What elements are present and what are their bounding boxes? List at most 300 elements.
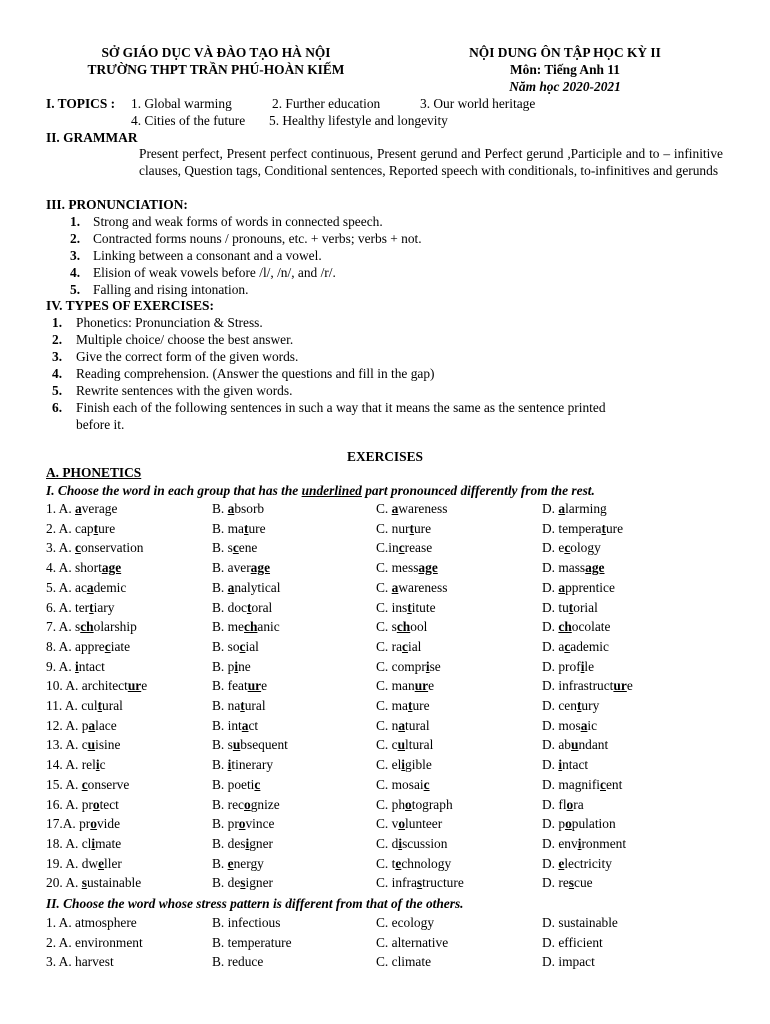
underlined-part: i	[580, 658, 585, 674]
option-text-post: ronment	[581, 835, 627, 851]
option-text-pre: C. s	[376, 619, 397, 635]
option-c	[376, 873, 464, 892]
underlined-part: a	[398, 717, 406, 733]
option-text-pre: D. a	[542, 638, 565, 654]
underlined-part: u	[571, 737, 579, 753]
underlined-part: a	[88, 717, 96, 733]
underlined-part: ur	[414, 678, 429, 694]
option-text-pre: 5. A. ac	[46, 579, 87, 595]
option-text-pre: 3. A.	[46, 540, 76, 556]
option-d	[542, 716, 597, 735]
option-text-pre: B. aver	[212, 560, 251, 576]
option-text-post: ntact	[562, 757, 589, 773]
underlined-part: t	[601, 520, 606, 536]
option-text-pre: D. infrastruct	[542, 678, 614, 694]
option-text-post: nergy	[233, 855, 264, 871]
option-text-post: gnize	[250, 796, 280, 812]
option-b	[212, 657, 251, 676]
option-b	[212, 795, 280, 814]
underlined-part: age	[101, 560, 122, 576]
option-text-pre: C. t	[376, 855, 396, 871]
option-text-pre: 4. A. short	[46, 560, 102, 576]
document-title: NỘI DUNG ÔN TẬP HỌC KỲ II	[469, 45, 661, 60]
underlined-part: o	[565, 816, 572, 832]
topic-item: 3. Our world heritage	[420, 96, 536, 111]
option-text-post: ndant	[578, 737, 609, 753]
option-c	[376, 617, 427, 636]
option-a	[46, 578, 126, 597]
underlined-part: s	[240, 875, 246, 891]
option-text-pre: D. e	[542, 540, 565, 556]
underlined-part: o	[405, 796, 412, 812]
option-text-pre: D. tu	[542, 599, 569, 615]
option-text-pre: 2. A. cap	[46, 520, 94, 536]
option-text-post: chnology	[401, 855, 452, 871]
option-text-post: ology	[570, 540, 601, 556]
option-b	[212, 735, 288, 754]
underlined-part: t	[244, 520, 249, 536]
option-text-pre: B. int	[212, 717, 242, 733]
option-a	[46, 814, 120, 833]
underlined-part: a	[75, 501, 82, 516]
option-a	[46, 558, 121, 577]
option-a	[46, 637, 130, 656]
pronunciation-item-number: 2.	[70, 231, 81, 246]
option-text-post: tograph	[411, 796, 453, 812]
option-a	[46, 755, 106, 774]
option-d: D. impact	[542, 954, 595, 970]
pronunciation-item-text: Falling and rising intonation.	[93, 282, 249, 297]
option-text-post: e	[141, 678, 148, 694]
option-d	[542, 578, 615, 597]
option-b	[212, 578, 280, 597]
option-text-pre: C. ph	[376, 796, 406, 812]
exercise-types-label: IV. TYPES OF EXERCISES:	[46, 298, 214, 313]
option-text-pre: 11. A. cul	[46, 698, 98, 713]
option-text-pre: C. mess	[376, 560, 419, 576]
underlined-part: ur	[247, 678, 262, 694]
pronunciation-item-text: Elision of weak vowels before /l/, /n/, and /r/.	[93, 265, 336, 280]
underlined-part: t	[240, 698, 245, 713]
exercise-type-text: Phonetics: Pronunciation & Stress.	[76, 315, 263, 330]
option-text-post: gible	[405, 757, 432, 773]
option-text-post: iate	[110, 638, 131, 654]
option-text-pre: B. de	[212, 875, 241, 891]
option-a	[46, 735, 120, 754]
option-text-pre: 1. A.	[46, 501, 76, 516]
underlined-part: i	[425, 658, 430, 674]
option-d	[542, 617, 610, 636]
option-b	[212, 519, 266, 538]
option-c	[376, 519, 431, 538]
option-text-pre: D.	[542, 619, 559, 635]
underlined-part: u	[87, 737, 96, 753]
pronunciation-item-text: Linking between a consonant and a vowel.	[93, 248, 322, 263]
option-text-post: vince	[245, 816, 275, 832]
part1-instruction-underlined: underlined	[301, 483, 362, 498]
question-row	[46, 755, 746, 774]
exercise-type-text: before it.	[76, 417, 125, 432]
option-text-post: ure	[412, 698, 430, 713]
underlined-part: ur	[127, 678, 142, 694]
underlined-part: u	[397, 737, 406, 753]
question-row	[46, 795, 746, 814]
option-text-post: rease	[404, 540, 433, 556]
option-text-post: wareness	[398, 579, 448, 595]
option-b	[212, 775, 260, 794]
option-text-pre: B. so	[212, 638, 240, 654]
underlined-part: i	[234, 658, 239, 674]
option-d	[542, 558, 605, 577]
option-b	[212, 676, 267, 695]
option-b	[212, 814, 274, 833]
question-row	[46, 617, 746, 636]
underlined-part: i	[398, 835, 403, 851]
phonetics-title: A. PHONETICS	[46, 465, 142, 480]
topics-label: I. TOPICS :	[46, 96, 116, 111]
option-b	[212, 755, 273, 774]
option-text-pre: 6. A. ter	[46, 599, 90, 615]
option-text-pre: C. d	[376, 835, 399, 851]
underlined-part: t	[576, 698, 582, 713]
option-text-pre: C. mosai	[376, 776, 424, 792]
option-text-pre: D. tempera	[542, 520, 602, 536]
option-text-post: wareness	[398, 501, 448, 516]
option-text-post: ool	[410, 619, 428, 635]
option-d	[542, 676, 633, 695]
underlined-part: t	[407, 599, 412, 615]
option-b	[212, 854, 264, 873]
option-text-post: ene	[238, 540, 258, 556]
option-text-post: ural	[244, 698, 266, 713]
option-text-post: oral	[251, 599, 273, 615]
underlined-part: c	[564, 638, 571, 654]
option-d	[542, 499, 607, 518]
question-row	[46, 873, 746, 892]
option-text-post: gner	[249, 835, 274, 851]
option-text-pre: D. fl	[542, 796, 567, 812]
underlined-part: e	[98, 855, 105, 871]
option-d	[542, 657, 594, 676]
underlined-part: t	[568, 599, 574, 615]
underlined-part: i	[91, 835, 96, 851]
option-d	[542, 755, 588, 774]
question-row	[46, 519, 746, 538]
option-text-post: onserve	[87, 776, 130, 792]
option-b: B. reduce	[212, 954, 264, 970]
option-a	[46, 854, 122, 873]
option-text-pre: 16. A. pr	[46, 796, 93, 812]
underlined-part: e	[395, 855, 402, 871]
option-c	[376, 578, 447, 597]
part1-instruction	[46, 482, 595, 499]
option-text-post: ntact	[78, 658, 105, 674]
option-d	[542, 519, 623, 538]
topic-item: 5. Healthy lifestyle and longevity	[269, 113, 448, 128]
underlined-part: a	[391, 501, 399, 516]
option-text-pre: C.	[376, 579, 392, 595]
option-text-post: ct	[248, 717, 259, 733]
underlined-part: a	[227, 501, 235, 516]
option-text-pre: D.	[542, 855, 559, 871]
option-text-post: tructure	[422, 875, 464, 891]
option-text-post: vide	[96, 816, 121, 832]
option-text-pre: 18. A. cl	[46, 835, 92, 851]
underlined-part: t	[246, 599, 252, 615]
option-text-pre: 9. A.	[46, 658, 76, 674]
option-text-post: ra	[573, 796, 584, 812]
pronunciation-item-number: 4.	[70, 265, 81, 280]
option-a	[46, 795, 119, 814]
exercise-type-number: 4.	[52, 366, 63, 381]
option-a	[46, 617, 137, 636]
underlined-part: o	[566, 796, 574, 812]
option-text-post: orial	[573, 599, 598, 615]
option-text-pre: D.	[542, 579, 559, 595]
option-text-post: scussion	[402, 835, 448, 851]
option-c	[376, 814, 442, 833]
question-row	[46, 696, 746, 715]
option-c	[376, 637, 421, 656]
option-text-pre: D.	[542, 501, 559, 516]
question-row	[46, 716, 746, 735]
option-text-pre: B. me	[212, 619, 244, 635]
grammar-content: Present perfect, Present perfect continuous, Present gerund and Perfect gerund ,Participle and to – infinitive clauses, Question tags, Conditional sentences, Reported speech with conditionals, to-infinitives and gerunds	[139, 146, 723, 178]
option-text-pre: D. magnifi	[542, 776, 601, 792]
option-c	[376, 696, 430, 715]
underlined-part: t	[89, 599, 94, 615]
option-text-pre: D.	[542, 757, 559, 773]
topic-item: 4. Cities of the future	[131, 113, 246, 128]
option-c: C. alternative	[376, 934, 449, 950]
option-a	[46, 519, 115, 538]
option-text-post: isine	[95, 737, 121, 753]
option-text-pre: C. man	[376, 678, 415, 694]
option-b: B. infectious	[212, 915, 281, 930]
option-b	[212, 617, 280, 636]
option-text-post: mate	[95, 835, 122, 851]
option-d	[542, 775, 622, 794]
option-text-post: lace	[95, 717, 117, 733]
option-text-pre: B.	[212, 855, 228, 871]
option-text-post: ne	[238, 658, 251, 674]
option-c	[376, 716, 430, 735]
option-c	[376, 538, 432, 557]
option-text-pre: 20. A.	[46, 875, 82, 891]
exercise-type-number: 3.	[52, 349, 63, 364]
stress-question-row	[46, 952, 746, 971]
option-text-post: igner	[245, 875, 273, 891]
option-b	[212, 873, 273, 892]
option-text-pre: C. el	[376, 757, 402, 773]
option-d	[542, 834, 626, 853]
underlined-part: a	[558, 579, 566, 595]
option-d	[542, 873, 593, 892]
option-text-pre: C.in	[376, 540, 399, 556]
option-d	[542, 854, 612, 873]
option-c	[376, 598, 436, 617]
option-text-pre: C. n	[376, 717, 399, 733]
underlined-part: a	[86, 579, 94, 595]
option-c	[376, 657, 441, 676]
option-a: 1. A. atmosphere	[46, 915, 137, 930]
underlined-part: a	[580, 717, 588, 733]
option-text-post: demic	[93, 579, 127, 595]
option-text-pre: C. v	[376, 816, 399, 832]
underlined-part: s	[81, 875, 87, 891]
option-c	[376, 755, 432, 774]
underlined-part: c	[600, 776, 606, 792]
option-text-post: e	[626, 678, 633, 694]
option-c	[376, 499, 447, 518]
school-year: Năm học 2020-2021	[509, 79, 621, 94]
school-name: TRƯỜNG THPT TRẦN PHÚ-HOÀN KIẾM	[87, 62, 345, 77]
option-text-pre: D. re	[542, 875, 569, 891]
option-text-pre: 13. A. c	[46, 737, 88, 753]
underlined-part: a	[558, 501, 566, 516]
exercise-type-text: Reading comprehension. (Answer the questions and fill in the gap)	[76, 366, 435, 381]
option-text-post: pprentice	[565, 579, 615, 595]
option-a	[46, 873, 141, 892]
option-d	[542, 637, 609, 656]
option-text-post: lectricity	[564, 855, 612, 871]
option-text-pre: B. na	[212, 698, 241, 713]
option-text-post: ural	[102, 698, 123, 713]
option-text-post: ure	[605, 520, 624, 536]
underlined-part: i	[558, 757, 563, 773]
option-text-pre: B.	[212, 757, 228, 773]
option-text-post: tural	[405, 717, 430, 733]
exercise-type-text: Rewrite sentences with the given words.	[76, 383, 293, 398]
option-c	[376, 558, 438, 577]
underlined-part: age	[585, 560, 605, 576]
option-text-pre: C. c	[376, 737, 398, 753]
underlined-part: a	[241, 717, 249, 733]
option-b	[212, 499, 264, 518]
option-text-post: e	[261, 678, 268, 694]
option-a	[46, 775, 129, 794]
option-d	[542, 598, 598, 617]
pronunciation-item-text: Contracted forms nouns / pronouns, etc. + verbs; verbs + not.	[93, 231, 422, 246]
option-text-post: ury	[581, 698, 600, 713]
option-b	[212, 834, 273, 853]
option-text-post: c	[99, 757, 106, 773]
option-text-post: ial	[245, 638, 259, 654]
option-text-pre: D. env	[542, 835, 578, 851]
underlined-part: o	[238, 816, 246, 832]
option-text-pre: B. s	[212, 540, 233, 556]
option-text-post: larming	[565, 501, 607, 516]
option-b: B. temperature	[212, 934, 292, 950]
underlined-part: ur	[613, 678, 627, 694]
option-b	[212, 558, 270, 577]
option-text-post: ure	[248, 520, 266, 536]
option-a	[46, 716, 117, 735]
option-a	[46, 676, 147, 695]
option-text-pre: D. cen	[542, 698, 577, 713]
part2-instruction: II. Choose the word whose stress pattern is different from that of the others.	[46, 896, 464, 911]
exercise-type-number: 1.	[52, 315, 63, 330]
option-text-post: ic	[587, 717, 598, 733]
question-row	[46, 657, 746, 676]
exercise-type-number: 2.	[52, 332, 63, 347]
underlined-part: t	[97, 698, 103, 713]
option-text-pre: B. des	[212, 835, 246, 851]
underlined-part: e	[558, 855, 565, 871]
option-text-pre: 14. A. rel	[46, 757, 96, 773]
option-text-pre: C. ins	[376, 599, 408, 615]
option-text-pre: B.	[212, 579, 228, 595]
option-c	[376, 775, 430, 794]
option-text-pre: B. ma	[212, 520, 244, 536]
option-text-post: cue	[574, 875, 593, 891]
option-text-post: ure	[413, 520, 432, 536]
underlined-part: ch	[558, 619, 572, 635]
option-c	[376, 834, 447, 853]
option-d: D. efficient	[542, 934, 603, 950]
option-text-post: ademic	[570, 638, 609, 654]
option-text-post: itute	[411, 599, 436, 615]
option-text-post: ustainable	[86, 875, 142, 891]
underlined-part: c	[75, 540, 81, 556]
underlined-part: s	[416, 875, 423, 891]
option-text-post: nalytical	[234, 579, 281, 595]
option-text-pre: C. infra	[376, 875, 417, 891]
exercise-type-number: 6.	[52, 400, 63, 415]
option-a	[46, 499, 117, 518]
option-text-pre: B. pr	[212, 816, 239, 832]
option-text-pre: D. ab	[542, 737, 572, 753]
underlined-part: i	[401, 757, 406, 773]
option-d: D. sustainable	[542, 915, 618, 930]
underlined-part: c	[564, 540, 571, 556]
option-text-pre: B. doc	[212, 599, 247, 615]
option-text-pre: B. p	[212, 658, 235, 674]
underlined-part: i	[245, 835, 250, 851]
option-c: C. ecology	[376, 915, 435, 930]
topic-item: 2. Further education	[272, 96, 381, 111]
pronunciation-label: III. PRONUNCIATION:	[46, 197, 188, 212]
underlined-part: u	[232, 737, 241, 753]
option-c	[376, 854, 451, 873]
option-text-pre: 10. A. architect	[46, 678, 128, 694]
option-text-post: e	[428, 678, 435, 694]
underlined-part: age	[418, 560, 438, 576]
option-text-post: onservation	[80, 540, 144, 556]
underlined-part: i	[95, 757, 100, 773]
underlined-part: o	[243, 796, 251, 812]
option-text-pre: B. poeti	[212, 776, 255, 792]
exercise-type-text: Multiple choice/ choose the best answer.	[76, 332, 294, 347]
option-text-post: ial	[407, 638, 422, 654]
underlined-part: c	[423, 776, 430, 792]
pronunciation-item-text: Strong and weak forms of words in connected speech.	[93, 214, 383, 229]
question-row	[46, 558, 746, 577]
option-text-post: ent	[605, 776, 623, 792]
underlined-part: ch	[244, 619, 258, 635]
underlined-part: o	[90, 816, 97, 832]
stress-question-row	[46, 933, 746, 952]
underlined-part: c	[239, 638, 246, 654]
option-text-pre: C. ra	[376, 638, 403, 654]
option-a: 2. A. environment	[46, 934, 143, 950]
option-text-post: iary	[93, 599, 115, 615]
option-a	[46, 696, 123, 715]
underlined-part: c	[402, 638, 408, 654]
option-text-post: tinerary	[231, 757, 274, 773]
option-text-pre: D. mos	[542, 717, 581, 733]
question-row	[46, 499, 746, 518]
